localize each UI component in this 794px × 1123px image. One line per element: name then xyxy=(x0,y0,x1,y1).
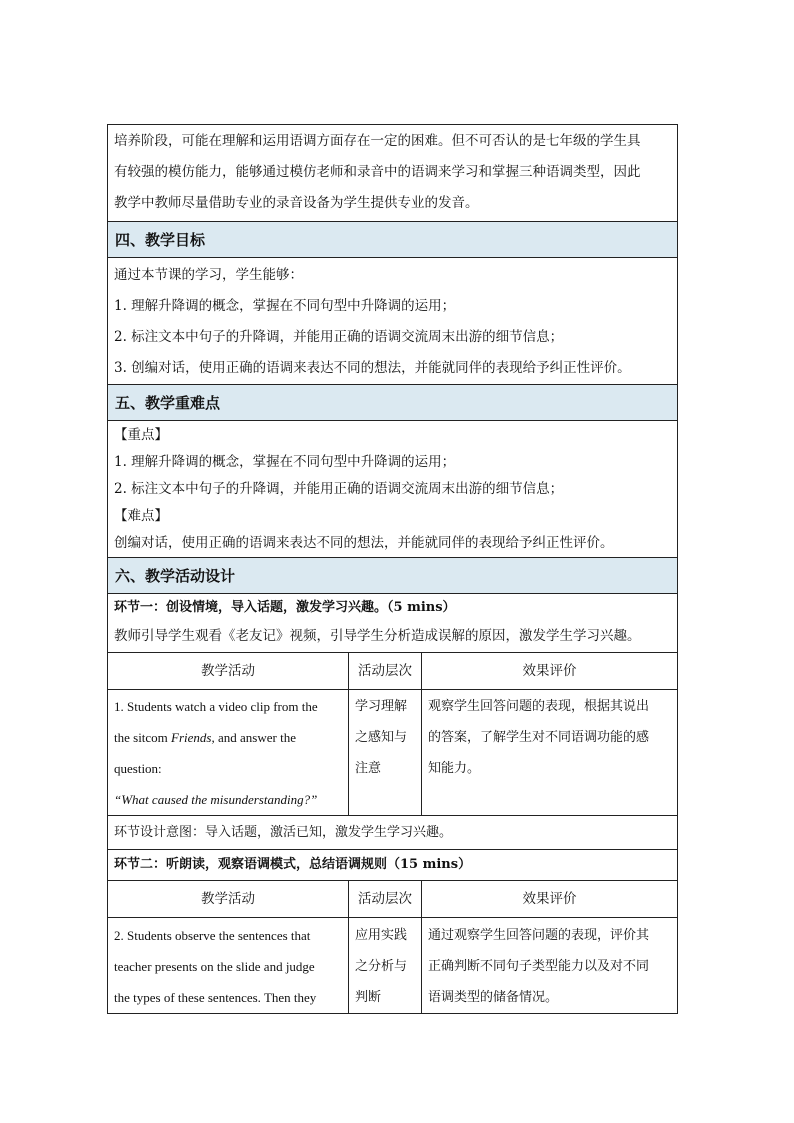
header-activity: 教学活动 xyxy=(108,881,349,917)
level-line: 应用实践 xyxy=(355,928,408,943)
section-heading-activities: 六、教学活动设计 xyxy=(108,558,677,594)
activity-line: teacher presents on the slide and judge xyxy=(114,959,315,974)
step1-title: 环节一：创设情境，导入话题，激发学习兴趣。（5 mins） xyxy=(114,600,456,615)
evaluation-line: 的答案，了解学生对不同语调功能的感 xyxy=(428,730,650,745)
header-level: 活动层次 xyxy=(349,881,422,917)
header-evaluation: 效果评价 xyxy=(522,663,577,679)
sitcom-title: Friends, xyxy=(171,730,215,745)
activity-text: the sitcom xyxy=(114,730,172,745)
activity-text: and answer the xyxy=(214,730,296,745)
objective-line: 3. 创编对话，使用正确的语调来表达不同的想法，并能就同伴的表现给予纠正性评价。 xyxy=(114,360,631,376)
level-line: 注意 xyxy=(355,761,382,776)
intro-block xyxy=(108,125,677,222)
header-activity: 教学活动 xyxy=(108,653,349,689)
step1-table-row xyxy=(108,690,677,816)
evaluation-line: 观察学生回答问题的表现，根据其说出 xyxy=(428,699,650,714)
activity-line: question: xyxy=(114,761,162,776)
difficulty-label: 【难点】 xyxy=(114,508,168,524)
lesson-plan-table xyxy=(107,124,678,1014)
header-level: 活动层次 xyxy=(349,653,422,689)
key-point-label: 【重点】 xyxy=(114,427,168,443)
evaluation-line: 正确判断不同句子类型能力以及对不同 xyxy=(428,959,650,974)
step2-table-header xyxy=(108,881,677,918)
level-line: 之分析与 xyxy=(355,959,408,974)
evaluation-line: 通过观察学生回答问题的表现，评价其 xyxy=(428,928,650,943)
activity-line: 1. Students watch a video clip from the xyxy=(114,699,318,714)
intro-line: 教学中教师尽量借助专业的录音设备为学生提供专业的发音。 xyxy=(114,195,479,211)
objective-line: 通过本节课的学习，学生能够： xyxy=(114,267,303,283)
step1-table-header xyxy=(108,653,677,690)
level-line: 之感知与 xyxy=(355,730,408,745)
step1-block xyxy=(108,594,677,653)
intro-line: 有较强的模仿能力，能够通过模仿老师和录音中的语调来学习和掌握三种语调类型，因此 xyxy=(114,164,641,180)
evaluation-cell xyxy=(422,918,677,1013)
step1-intent: 环节设计意图：导入话题，激活已知，激发学生学习兴趣。 xyxy=(108,816,677,850)
level-cell xyxy=(349,690,422,815)
difficulty-line: 创编对话，使用正确的语调来表达不同的想法，并能就同伴的表现给予纠正性评价。 xyxy=(114,535,614,551)
header-evaluation: 效果评价 xyxy=(522,891,577,907)
activity-line xyxy=(114,722,342,753)
step1-description: 教师引导学生观看《老友记》视频，引导学生分析造成误解的原因，激发学生学习兴趣。 xyxy=(114,628,641,644)
activity-line: 2. Students observe the sentences that xyxy=(114,928,311,943)
step2-title: 环节二：听朗读，观察语调模式，总结语调规则（15 mins） xyxy=(108,850,677,881)
objectives-block xyxy=(108,258,677,385)
evaluation-line: 知能力。 xyxy=(428,761,481,776)
activity-cell xyxy=(108,690,349,815)
section-heading-objectives: 四、教学目标 xyxy=(108,222,677,258)
objective-line: 2. 标注文本中句子的升降调，并能用正确的语调交流周末出游的细节信息； xyxy=(114,329,564,345)
step2-table-row xyxy=(108,918,677,1013)
section-heading-key-points: 五、教学重难点 xyxy=(108,385,677,421)
activity-cell xyxy=(108,918,349,1013)
key-point-line: 2. 标注文本中句子的升降调，并能用正确的语调交流周末出游的细节信息； xyxy=(114,481,564,497)
objective-line: 1. 理解升降调的概念，掌握在不同句型中升降调的运用； xyxy=(114,298,456,314)
level-cell xyxy=(349,918,422,1013)
key-points-block xyxy=(108,421,677,558)
activity-question: “What caused the misunderstanding?” xyxy=(114,792,318,807)
evaluation-cell xyxy=(422,690,677,815)
level-line: 判断 xyxy=(355,990,382,1005)
intro-line: 培养阶段，可能在理解和运用语调方面存在一定的困难。但不可否认的是七年级的学生具 xyxy=(114,133,641,149)
level-line: 学习理解 xyxy=(355,699,408,714)
key-point-line: 1. 理解升降调的概念，掌握在不同句型中升降调的运用； xyxy=(114,454,456,470)
activity-line: the types of these sentences. Then they xyxy=(114,990,317,1005)
evaluation-line: 语调类型的储备情况。 xyxy=(428,990,559,1005)
